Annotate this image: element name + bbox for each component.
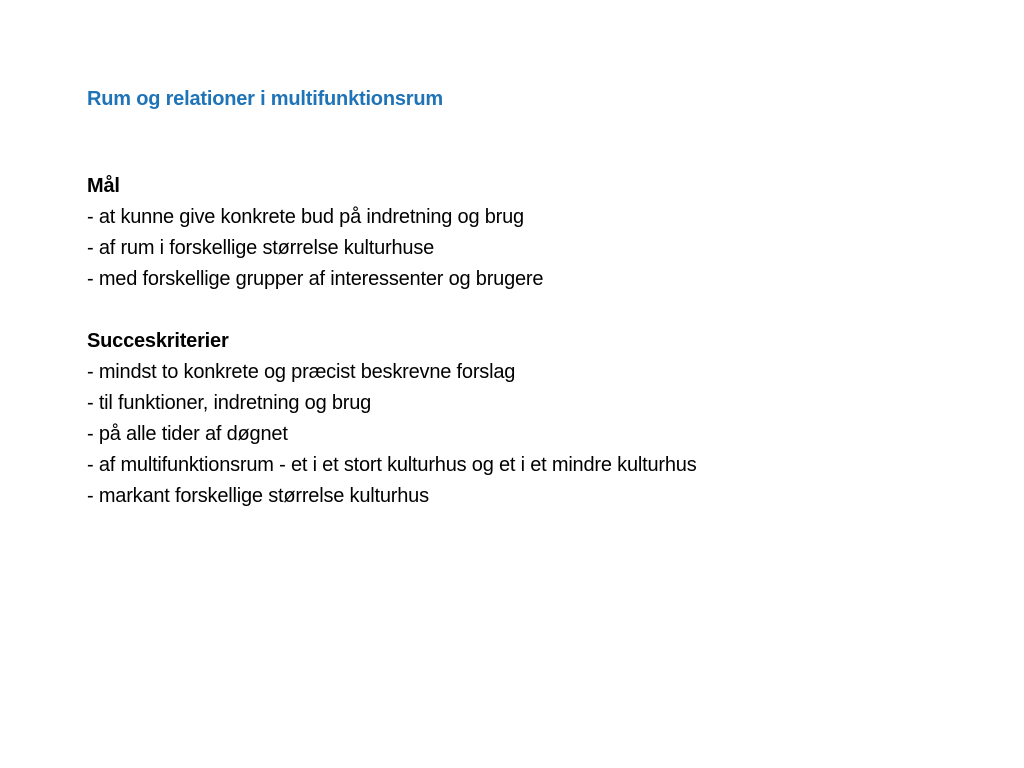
list-item: - af rum i forskellige størrelse kulturhuse <box>87 237 435 259</box>
success-criteria-list <box>87 357 987 512</box>
list-item: - mindst to konkrete og præcist beskrevne forslag <box>87 361 516 383</box>
goals-list <box>87 202 987 295</box>
list-item: - markant forskellige størrelse kulturhus <box>87 485 429 507</box>
list-item: - med forskellige grupper af interessenter og brugere <box>87 268 544 290</box>
section-success-criteria <box>87 326 987 512</box>
list-item: - at kunne give konkrete bud på indretning og brug <box>87 206 524 228</box>
list-item: - på alle tider af døgnet <box>87 423 288 445</box>
slide-title: Rum og relationer i multifunktionsrum <box>87 88 443 110</box>
section-goals <box>87 171 987 295</box>
section-heading-goals: Mål <box>87 175 120 197</box>
section-heading-success-criteria: Succeskriterier <box>87 330 229 352</box>
slide-content <box>87 171 987 512</box>
list-item: - af multifunktionsrum - et i et stort kulturhus og et i et mindre kulturhus <box>87 454 697 476</box>
list-item: - til funktioner, indretning og brug <box>87 392 372 414</box>
